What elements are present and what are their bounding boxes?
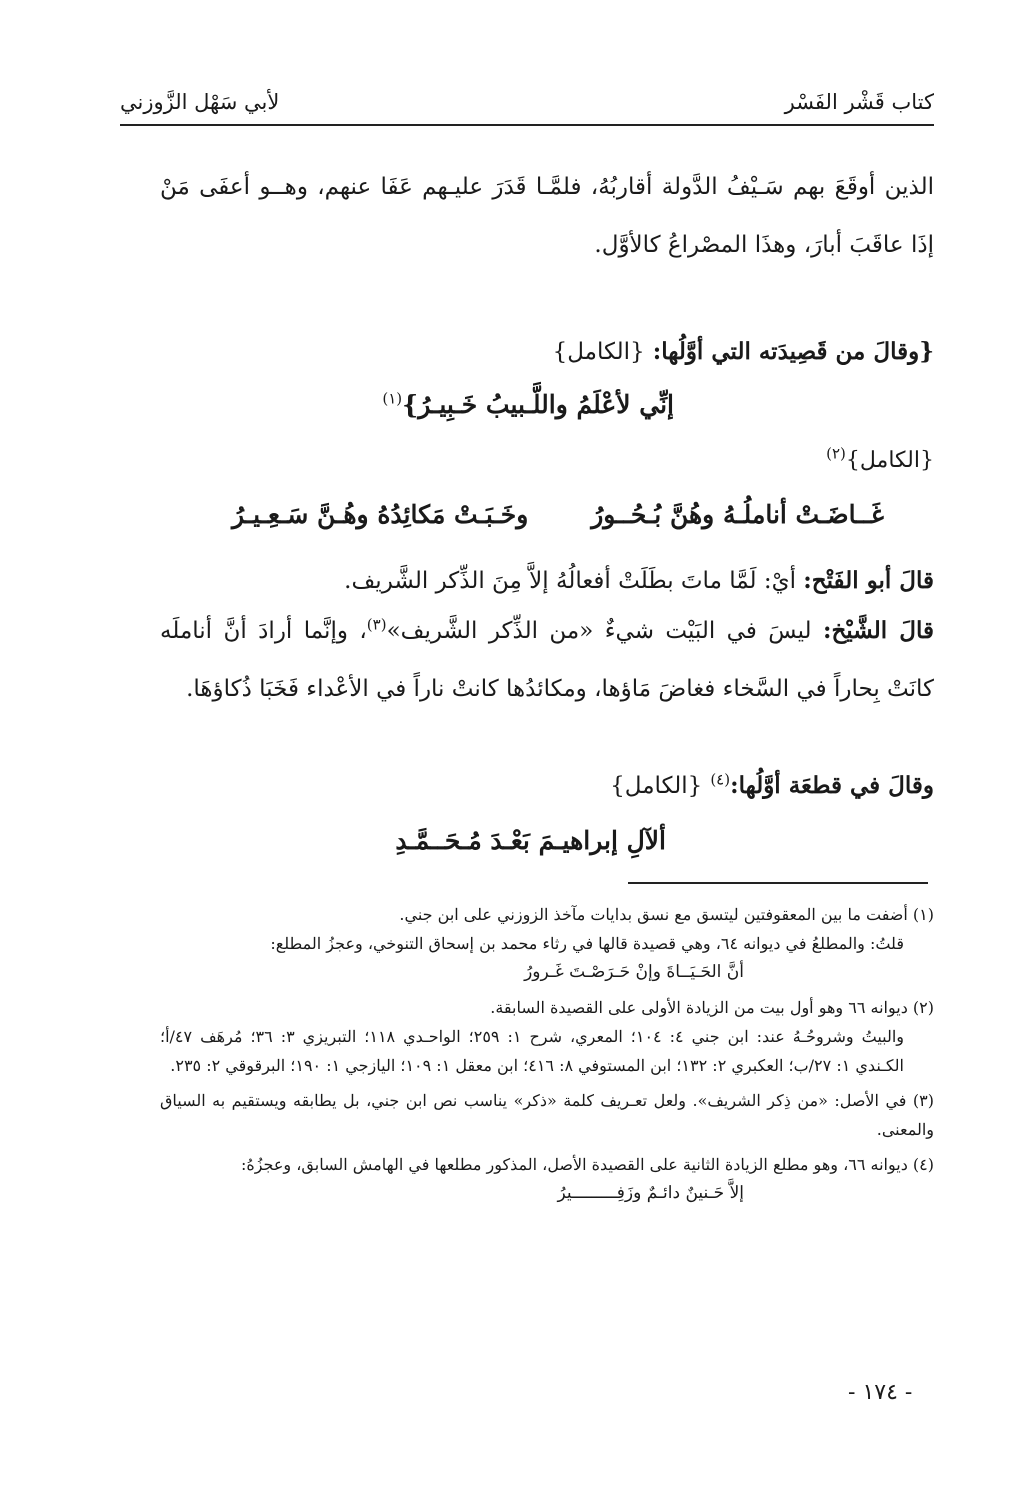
paragraph-3 bbox=[160, 602, 934, 718]
footnote-2-line-b: والبيتُ وشروحُـهُ عند: ابن جني ٤: ١٠٤؛ المعري، شرح ١: ٢٥٩؛ الواحـدي ١١٨؛ التبريزي ٣: ٣٦؛ مُرهَف ٤٧/أ؛ الكـندي ١: ٢٧/ب؛ العكبري ٢: ١٣٢؛ ابن المستوفي ٨: ٤١٦؛ ابن معقل ١: ١٠٩؛ اليازجي ١: ١٩٠؛ البرقوقي ٢: ٢٣٥. bbox=[160, 1027, 905, 1075]
footnote-1 bbox=[160, 900, 934, 987]
footnote-4-line-a: (٤) ديوانه ٦٦، وهو مطلع الزيادة الثانية على القصيدة الأصل، المذكور مطلعها في الهامش السابق، وعجزُهُ: bbox=[240, 1155, 934, 1174]
verse-1 bbox=[382, 390, 674, 419]
heading-poem-1-text: {وقالَ من قَصِيدَته التي أوَّلُها: bbox=[652, 338, 934, 365]
footnote-4-verse: إلاَّ حَـنينٌ دائـمٌ وزَفِـــــــــيرُ bbox=[557, 1183, 744, 1203]
footnote-1-line-a: (١) أضفت ما بين المعقوفتين ليتسق مع نسق بدايات مآخذ الزوزني على ابن جني. bbox=[399, 905, 934, 924]
book-title: كتاب قَشْر الفَسْر bbox=[784, 90, 934, 114]
paragraph-1: الذين أوقَعَ بهم سَـيْفُ الدَّولة أقاربُهُ، فلمَّـا قَدَرَ عليـهم عَفَا عنهم، وهــو أعفَى مَنْ إذَا عاقَبَ أبارَ، وهذَا المصْراعُ كالأوَّل. bbox=[160, 174, 934, 258]
footnote-3: (٣) في الأصل: «من ذِكر الشريف». ولعل تعـريف كلمة «ذكر» يناسب نص ابن جني، بل يطابقه ويستقيم به السياق والمعنى. bbox=[160, 1091, 934, 1139]
paragraph-3-text-a: ليسَ في البَيْت شيءٌ «من الذِّكر الشَّريف» bbox=[386, 618, 812, 644]
speaker-al-shaykh: قالَ الشَّيْخ: bbox=[822, 617, 934, 644]
footnote-ref-1: (١) bbox=[382, 389, 403, 408]
verse-3: ألآلِ إبراهيـمَ بَعْـدَ مُـحَــمَّـدِ bbox=[395, 826, 666, 855]
heading-poem-2 bbox=[160, 772, 934, 799]
footnote-1-verse: أنَّ الحَـيَــاةَ وإنْ حَـرَصْـتَ غَـرورُ bbox=[524, 962, 744, 982]
paragraph-2-text: أيْ: لَمَّا ماتَ بطَلَتْ أفعالُهُ إلاَّ مِنَ الذِّكر الشَّريف. bbox=[344, 568, 796, 594]
footnote-ref-4: (٤) bbox=[710, 770, 731, 789]
heading-poem-1 bbox=[160, 338, 934, 365]
footnote-divider bbox=[628, 882, 928, 884]
page-number: - ١٧٤ - bbox=[848, 1380, 913, 1405]
footnote-4 bbox=[160, 1150, 934, 1208]
paragraph-3-text-b: ، وإنَّما أرادَ أنَّ أناملَه كانَتْ بِحاراً في السَّخاء فغاضَ مَاؤها، ومكائدُها كانتْ ناراً في الأعْداء فَخَبَا ذُكاؤهَا. bbox=[160, 618, 934, 702]
heading-poem-1-meter: {الكامل} bbox=[552, 339, 645, 365]
meter-label-2 bbox=[826, 444, 934, 473]
running-head bbox=[120, 88, 934, 126]
verse-2-first-hemistich: غَــاضَـتْ أناملُـهُ وهُنَّ بُـحُــورُ bbox=[591, 500, 884, 529]
speaker-abu-al-fath: قالَ أبو الفَتْح: bbox=[803, 567, 934, 594]
footnote-ref-2: (٢) bbox=[826, 444, 846, 463]
verse-2-second-hemistich: وخَـبَـتْ مَكائِدُهُ وهُـنَّ سَـعِـيـرُ bbox=[232, 500, 529, 529]
meter-label-2-text: {الكامل} bbox=[845, 448, 934, 473]
verse-1-text: إنِّي لأعْلَمُ واللَّـبيبُ خَـبِيـرُ} bbox=[402, 390, 674, 419]
footnote-ref-3: (٣) bbox=[366, 615, 387, 634]
footnote-2 bbox=[160, 993, 934, 1080]
author-name: لأبي سَهْل الزَّوزني bbox=[120, 90, 280, 114]
footnote-1-line-b: قلتُ: والمطلعُ في ديوانه ٦٤، وهي قصيدة قالها في رثاء محمد بن إسحاق التنوخي، وعجزُ المطلع: bbox=[270, 934, 904, 953]
footnote-2-line-a: (٢) ديوانه ٦٦ وهو أول بيت من الزيادة الأولى على القصيدة السابقة. bbox=[490, 998, 934, 1017]
heading-poem-2-text: وقالَ في قطعَة أوَّلُها: bbox=[730, 772, 934, 799]
heading-poem-2-meter: {الكامل} bbox=[610, 773, 703, 799]
footnotes bbox=[160, 900, 934, 1214]
